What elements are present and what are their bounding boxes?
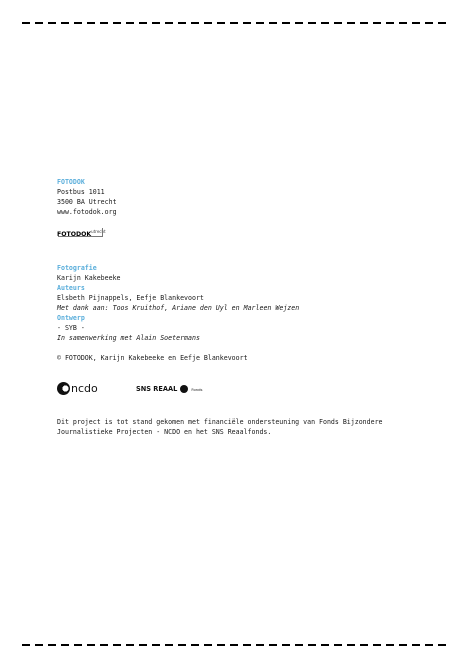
top-dashed-border [22, 22, 450, 24]
sns-logo-icon [180, 385, 188, 393]
address-line-1: Postbus 1011 [57, 188, 105, 196]
fotodok-logo-text: FOTODOK [57, 231, 92, 239]
address-line-2: 3500 BA Utrecht [57, 198, 117, 206]
photo-heading: Fotografie [57, 264, 97, 272]
funding-line-1: Dit project is tot stand gekomen met financiële ondersteuning van Fonds Bijzondere [57, 418, 383, 426]
funding-line-2: Journalistieke Projecten - NCDO en het SNS Reaalfonds. [57, 428, 272, 436]
thanks-line [57, 303, 417, 313]
ncdo-logo-icon [57, 382, 70, 395]
funding-block [57, 417, 417, 437]
authors-heading: Auteurs [57, 284, 85, 292]
address-website[interactable]: www.fotodok.org [57, 208, 117, 216]
design-heading: Ontwerp [57, 314, 85, 322]
design-name: - SYB - [57, 324, 85, 332]
authors-names: Elsbeth Pijnappels, Eefje Blankevoort [57, 294, 204, 302]
fotodok-logo-shadow [58, 228, 106, 237]
ncdo-logo [57, 380, 98, 396]
address-heading: FOTODOK [57, 178, 85, 186]
copyright-block [57, 353, 417, 363]
photo-name: Karijn Kakebeeke [57, 274, 121, 282]
ncdo-logo-text: ncdo [71, 381, 98, 395]
fotodok-logo-subtext: utrecht [91, 229, 106, 234]
address-block [57, 177, 417, 217]
sns-logo-text: SNS REAAL [136, 385, 178, 393]
copyright-text: © FOTODOK, Karijn Kakebeeke en Eefje Blankevoort [57, 354, 248, 362]
thanks-label: Met dank aan: [57, 304, 109, 312]
sns-reaal-logo [136, 383, 202, 395]
design-collab: In samenwerking met Alain Soetermans [57, 334, 200, 342]
credits-block [57, 263, 417, 343]
thanks-names: Toos Kruithof, Ariane den Uyl en Marleen Wejzen [112, 304, 300, 312]
bottom-dashed-border [22, 644, 450, 646]
sns-logo-subtext: Fonds [191, 386, 203, 392]
fotodok-logo [57, 227, 105, 237]
